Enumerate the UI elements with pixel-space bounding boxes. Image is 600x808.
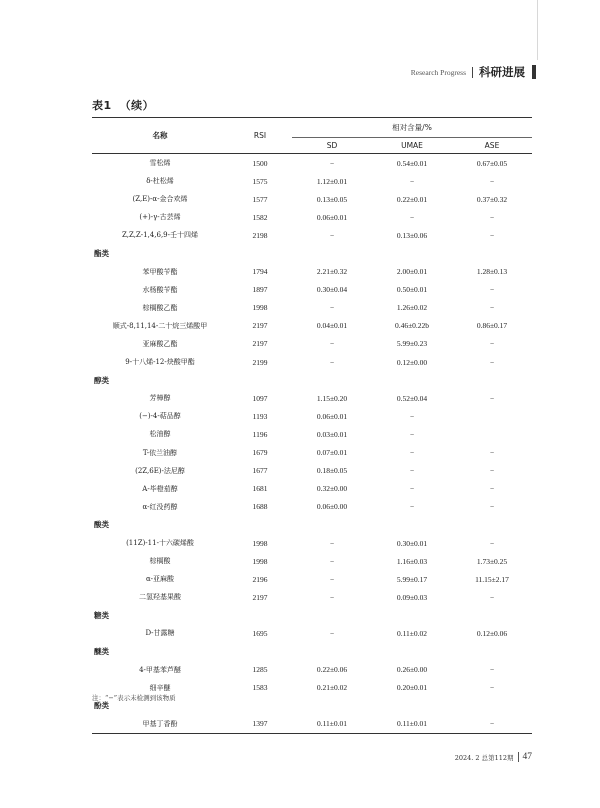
cell-umae: 0.13±0.06 bbox=[396, 230, 428, 240]
cell-sd: − bbox=[329, 303, 335, 313]
cell-name: δ-杜松烯 bbox=[146, 177, 174, 186]
cell-umae: − bbox=[409, 466, 415, 476]
cell-rsi: 1688 bbox=[252, 502, 268, 512]
table-header-row bbox=[92, 118, 532, 138]
header-content: 相对含量/% bbox=[392, 123, 432, 132]
footer-divider bbox=[518, 752, 519, 762]
cell-rsi: 2199 bbox=[252, 357, 268, 367]
cell-name: (+)-γ-古芸烯 bbox=[139, 213, 181, 222]
table-row bbox=[92, 552, 532, 570]
cell-rsi: 1575 bbox=[252, 176, 268, 186]
cell-sd: − bbox=[329, 628, 335, 638]
cell-umae: 0.20±0.01 bbox=[396, 683, 428, 693]
cell-ase: − bbox=[489, 393, 495, 403]
cell-ase: 0.86±0.17 bbox=[476, 321, 508, 331]
table-row bbox=[92, 624, 532, 642]
cell-name: 顺式-8,11,14-二十烷三烯酸甲 bbox=[112, 321, 208, 330]
cell-name: 亚麻酸乙酯 bbox=[142, 339, 178, 348]
table-continued: （续） bbox=[119, 99, 155, 112]
category-label: 酯类 bbox=[94, 249, 109, 259]
cell-ase: − bbox=[489, 176, 495, 186]
cell-rsi: 1582 bbox=[252, 212, 268, 222]
cell-rsi: 1998 bbox=[252, 538, 268, 548]
cell-ase: − bbox=[489, 683, 495, 693]
cell-sd: 0.22±0.06 bbox=[316, 665, 348, 675]
cell-umae: 0.12±0.00 bbox=[396, 357, 428, 367]
cell-umae: 0.26±0.00 bbox=[396, 665, 428, 675]
cell-ase: 1.73±0.25 bbox=[476, 556, 508, 566]
cell-rsi: 1097 bbox=[252, 393, 268, 403]
cell-umae: 0.52±0.04 bbox=[396, 393, 428, 403]
cell-ase: 0.12±0.06 bbox=[476, 628, 508, 638]
header-ase: ASE bbox=[452, 138, 532, 154]
cell-name: 水杨酸苄酯 bbox=[142, 285, 178, 294]
cell-sd: − bbox=[329, 592, 335, 602]
cell-rsi: 1500 bbox=[252, 158, 268, 168]
cell-ase: − bbox=[489, 230, 495, 240]
cell-name: 细辛醚 bbox=[149, 683, 171, 692]
cell-rsi: 1677 bbox=[252, 466, 268, 476]
cell-rsi: 1196 bbox=[252, 429, 268, 439]
table-caption bbox=[92, 97, 154, 113]
cell-ase: − bbox=[489, 448, 495, 458]
cell-sd: 0.07±0.01 bbox=[316, 448, 348, 458]
category-row bbox=[92, 606, 532, 624]
cell-name: D-甘露糖 bbox=[145, 629, 175, 638]
cell-name: 4-甲基苯芦醚 bbox=[139, 665, 181, 674]
cell-sd: 1.15±0.20 bbox=[316, 393, 348, 403]
table-row bbox=[92, 570, 532, 588]
table-row bbox=[92, 172, 532, 190]
cell-sd: − bbox=[329, 538, 335, 548]
cell-ase: − bbox=[489, 484, 495, 494]
cell-sd: 0.06±0.01 bbox=[316, 411, 348, 421]
cell-sd: 2.21±0.32 bbox=[316, 267, 348, 277]
cell-rsi: 1193 bbox=[252, 411, 268, 421]
cell-name: (−)-4-萜品醇 bbox=[139, 412, 181, 421]
cell-sd: 0.21±0.02 bbox=[316, 683, 348, 693]
table-row bbox=[92, 299, 532, 317]
table-row bbox=[92, 154, 532, 173]
table-label: 表1 bbox=[92, 99, 112, 112]
cell-sd: − bbox=[329, 339, 335, 349]
cell-ase: − bbox=[489, 466, 495, 476]
cell-umae: 0.54±0.01 bbox=[396, 158, 428, 168]
cell-sd: 0.04±0.01 bbox=[316, 321, 348, 331]
cell-ase: 11.15±2.17 bbox=[475, 574, 509, 584]
table-row bbox=[92, 661, 532, 679]
running-header bbox=[411, 64, 536, 80]
cell-umae: 0.11±0.01 bbox=[396, 719, 428, 729]
table-row bbox=[92, 281, 532, 299]
cell-sd: 0.11±0.01 bbox=[316, 719, 348, 729]
cell-umae: − bbox=[409, 176, 415, 186]
page-edge-line bbox=[537, 0, 538, 60]
cell-umae: − bbox=[409, 411, 415, 421]
cell-umae: − bbox=[409, 429, 415, 439]
cell-ase: − bbox=[489, 592, 495, 602]
cell-umae: 0.50±0.01 bbox=[396, 285, 428, 295]
compound-table bbox=[92, 117, 532, 734]
cell-umae: − bbox=[409, 212, 415, 222]
cell-sd: 0.06±0.00 bbox=[316, 502, 348, 512]
cell-umae: 0.09±0.03 bbox=[396, 592, 428, 602]
cell-rsi: 1695 bbox=[252, 628, 268, 638]
page-number: 47 bbox=[522, 752, 532, 762]
cell-ase: − bbox=[489, 303, 495, 313]
cell-name: (Z,E)-α-金合欢烯 bbox=[132, 195, 188, 204]
cell-rsi: 1897 bbox=[252, 285, 268, 295]
cell-ase: − bbox=[489, 538, 495, 548]
cell-sd: 0.32±0.00 bbox=[316, 484, 348, 494]
cell-ase: − bbox=[489, 502, 495, 512]
header-english: Research Progress bbox=[410, 67, 466, 77]
cell-name: (11Z)-11-十六碳烯酸 bbox=[126, 539, 194, 548]
table-row bbox=[92, 588, 532, 606]
cell-sd: − bbox=[329, 574, 335, 584]
cell-rsi: 2197 bbox=[252, 321, 268, 331]
table-row bbox=[92, 263, 532, 281]
table-row bbox=[92, 480, 532, 498]
header-sd: SD bbox=[292, 138, 372, 154]
category-row bbox=[92, 643, 532, 661]
footer-issue: 2024. 2 总第112期 bbox=[454, 753, 514, 762]
cell-umae: 1.16±0.03 bbox=[396, 556, 428, 566]
header-rsi: RSI bbox=[253, 131, 267, 140]
cell-name: 雪松烯 bbox=[149, 159, 171, 168]
cell-umae: 0.30±0.01 bbox=[396, 538, 428, 548]
cell-sd: − bbox=[329, 158, 335, 168]
cell-sd: 0.13±0.05 bbox=[316, 194, 348, 204]
cell-umae: 5.99±0.23 bbox=[396, 339, 428, 349]
table-row bbox=[92, 534, 532, 552]
cell-rsi: 1794 bbox=[252, 267, 268, 277]
cell-ase: 1.28±0.13 bbox=[476, 267, 508, 277]
header-name: 名称 bbox=[152, 131, 168, 140]
header-umae: UMAE bbox=[372, 138, 452, 154]
table-row bbox=[92, 715, 532, 734]
category-row bbox=[92, 516, 532, 534]
table-row bbox=[92, 317, 532, 335]
cell-sd: 0.18±0.05 bbox=[316, 466, 348, 476]
table-row bbox=[92, 498, 532, 516]
cell-umae: 2.00±0.01 bbox=[396, 267, 428, 277]
cell-umae: 0.11±0.02 bbox=[396, 628, 428, 638]
cell-ase: − bbox=[489, 285, 495, 295]
cell-sd: 1.12±0.01 bbox=[316, 176, 348, 186]
category-row bbox=[92, 244, 532, 262]
cell-sd: − bbox=[329, 357, 335, 367]
cell-rsi: 1679 bbox=[252, 448, 268, 458]
category-label: 酸类 bbox=[94, 520, 109, 530]
table-row bbox=[92, 407, 532, 425]
cell-name: T-依兰油醇 bbox=[142, 448, 178, 457]
cell-umae: − bbox=[409, 484, 415, 494]
cell-umae: 0.22±0.01 bbox=[396, 194, 428, 204]
cell-name: 9-十八烯-12-炔酸甲酯 bbox=[125, 358, 195, 367]
table-row bbox=[92, 389, 532, 407]
table-note: 注：“−”表示未检测到该物质 bbox=[92, 694, 176, 702]
table-row bbox=[92, 335, 532, 353]
cell-name: 棕榈酸 bbox=[149, 557, 171, 566]
cell-rsi: 2197 bbox=[252, 339, 268, 349]
category-label: 酚类 bbox=[94, 701, 109, 711]
table-row bbox=[92, 462, 532, 480]
cell-name: A-毕橙茄醇 bbox=[142, 484, 178, 493]
cell-ase bbox=[452, 407, 532, 425]
table-row bbox=[92, 190, 532, 208]
cell-rsi: 2196 bbox=[252, 574, 268, 584]
cell-umae: − bbox=[409, 448, 415, 458]
cell-ase: 0.67±0.05 bbox=[476, 158, 508, 168]
cell-ase: − bbox=[489, 665, 495, 675]
cell-name: 棕榈酸乙酯 bbox=[142, 303, 178, 312]
cell-sd: 0.06±0.01 bbox=[316, 212, 348, 222]
cell-name: 芳樟醇 bbox=[149, 394, 171, 403]
cell-rsi: 1681 bbox=[252, 484, 268, 494]
cell-name: 甲基丁香酚 bbox=[142, 719, 178, 728]
cell-sd: − bbox=[329, 230, 335, 240]
header-chinese: 科研进展 bbox=[479, 65, 525, 79]
header-divider bbox=[472, 67, 473, 78]
cell-ase bbox=[452, 425, 532, 443]
cell-name: 松油醇 bbox=[149, 430, 171, 439]
cell-name: (2Z,6E)-法尼醇 bbox=[135, 466, 185, 475]
cell-name: α-亚麻酸 bbox=[145, 575, 175, 584]
cell-sd: − bbox=[329, 556, 335, 566]
cell-ase: − bbox=[489, 212, 495, 222]
table-row bbox=[92, 444, 532, 462]
category-row bbox=[92, 371, 532, 389]
category-label: 糖类 bbox=[94, 610, 109, 620]
cell-rsi: 2197 bbox=[252, 592, 268, 602]
category-label: 醚类 bbox=[94, 647, 109, 657]
cell-umae: 5.99±0.17 bbox=[396, 574, 428, 584]
table-row bbox=[92, 208, 532, 226]
cell-rsi: 1577 bbox=[252, 194, 268, 204]
cell-name: 苯甲酸苄酯 bbox=[142, 267, 178, 276]
cell-name: Z,Z,Z-1,4,6,9-壬十四烯 bbox=[121, 231, 198, 240]
cell-umae: 0.46±0.22b bbox=[394, 321, 430, 331]
cell-ase: − bbox=[489, 719, 495, 729]
table-row bbox=[92, 226, 532, 244]
cell-rsi: 1998 bbox=[252, 556, 268, 566]
cell-rsi: 2198 bbox=[252, 230, 268, 240]
cell-ase: − bbox=[489, 357, 495, 367]
category-label: 醇类 bbox=[94, 375, 109, 385]
cell-umae: − bbox=[409, 502, 415, 512]
cell-umae: 1.26±0.02 bbox=[396, 303, 428, 313]
cell-rsi: 1397 bbox=[252, 719, 268, 729]
cell-rsi: 1998 bbox=[252, 303, 268, 313]
cell-ase: 0.37±0.32 bbox=[476, 194, 508, 204]
page-footer bbox=[455, 752, 532, 762]
cell-name: α-红没药醇 bbox=[142, 502, 178, 511]
table-row bbox=[92, 353, 532, 371]
cell-rsi: 1583 bbox=[252, 683, 268, 693]
cell-ase: − bbox=[489, 339, 495, 349]
cell-rsi: 1285 bbox=[252, 665, 268, 675]
cell-sd: 0.30±0.04 bbox=[316, 285, 348, 295]
header-bar-icon bbox=[532, 65, 536, 79]
cell-name: 二氢羟基果酸 bbox=[139, 593, 181, 602]
table-row bbox=[92, 425, 532, 443]
cell-sd: 0.03±0.01 bbox=[316, 429, 348, 439]
